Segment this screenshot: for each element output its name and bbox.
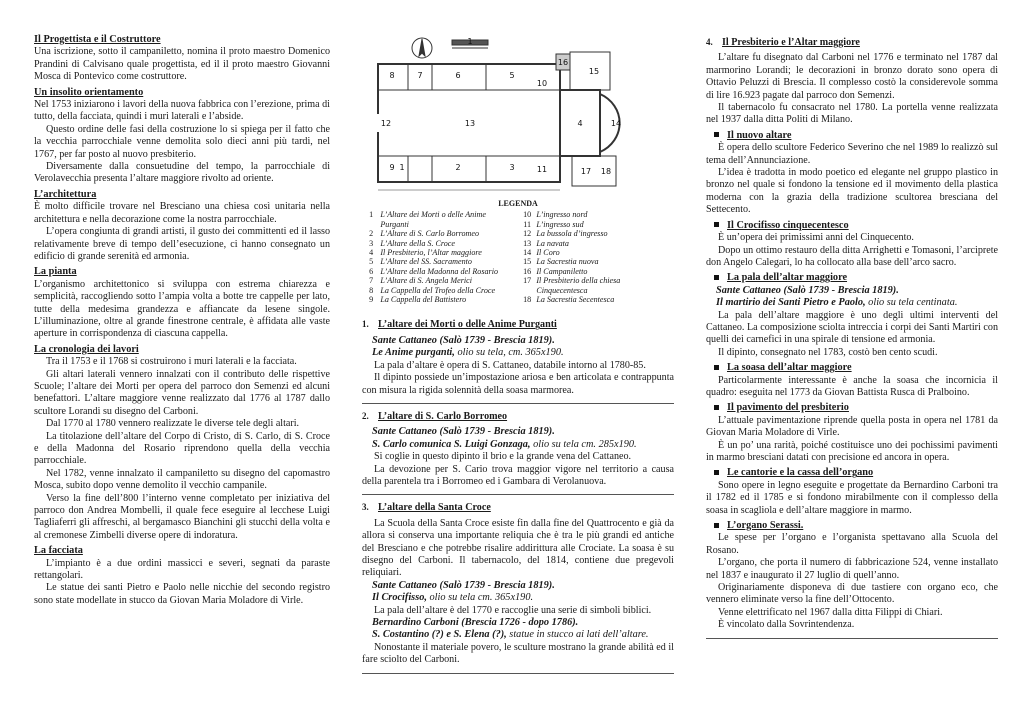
paragraph: Nonostante il materiale povero, le sculture mostrano la grande abilità ed il fare scioltо del Carboni. xyxy=(362,641,674,666)
legend-text: L’Altare di S. Angela Merici xyxy=(380,276,472,286)
artwork-line: S. Carlo comunica S. Luigi Gonzaga, olio su tela cm. 285x190. xyxy=(372,438,637,450)
legend-title: LEGENDA xyxy=(498,199,538,208)
artist-line: Sante Cattaneo (Salò 1739 - Brescia 1819). xyxy=(372,334,555,346)
paragraph: Dal 1770 al 1780 vennero realizzate le diverse tele degli altari. xyxy=(46,418,300,430)
legend-number: 14 xyxy=(523,248,532,258)
paragraph: Dopo un ottimo restauro della ditta Arrighetti e Tomasoni, l’arciprete don Angelo Calegari, lo ha collocato alla base dell’arco sacro. xyxy=(706,244,998,268)
scale-label: 1 xyxy=(467,37,473,46)
plan-number: 9 xyxy=(389,163,395,172)
legend-text: L’Altare dei Morti o delle Anime xyxy=(380,210,486,220)
plan-number: 16 xyxy=(557,58,569,67)
church-floor-plan xyxy=(362,34,674,194)
legend-text: Il Coro xyxy=(536,248,560,258)
plan-number: 18 xyxy=(600,167,612,176)
legend-text: L’ingresso sud xyxy=(536,219,584,229)
legend-number: 16 xyxy=(523,266,532,276)
paragraph: È un po’ una rarità, poiché costituisce uno dei pochissimi pavimenti in marmo bresciani datati con precisione ed ancora in opera. xyxy=(706,439,998,463)
paragraph: La devozione per S. Cario trova maggior vigore nel territorio a causa della parentela tra i Borromeo ed i Gambara di Verolanuova. xyxy=(362,463,674,487)
legend-number xyxy=(518,286,536,295)
legend-number: 6 xyxy=(369,266,374,276)
bullet-square-icon xyxy=(714,132,719,137)
subheading-soasa: La soasa dell’altar maggiore xyxy=(727,362,852,374)
paragraph: Una iscrizione, sotto il campaniletto, nomina il proto maestro Domenico Prandini di Calvisano quale progettista, ed il il proto maestro Giovanni Mosca di Pontevico come costruttore. xyxy=(34,46,330,83)
section-heading: L’altare dei Morti o delle Anime Purganti xyxy=(378,319,557,331)
paragraph: Nel 1753 iniziarono i lavori della nuova fabbrica con l’erezione, prima di tutto, della facciata, quindi i muri laterali e l’abside. xyxy=(34,99,330,123)
heading-progettista: Il Progettista e il Costruttore xyxy=(34,34,161,45)
paragraph: È molto difficile trovare nel Bresciano una chiesa così unitaria nella architettura e nella decorazione come la nostra parrocchiale. xyxy=(34,201,330,225)
paragraph: La pala dell’altare è del 1770 e raccoglie una serie di simboli biblici. xyxy=(374,604,652,616)
plan-number: 14 xyxy=(610,119,622,128)
heading-cronologia: La cronologia dei lavori xyxy=(34,343,139,355)
plan-number: 15 xyxy=(588,67,600,76)
plan-number: 3 xyxy=(509,163,515,172)
section-altare-morti xyxy=(362,312,674,403)
legend-text: La bussola d’ingresso xyxy=(536,229,608,239)
bullet-square-icon xyxy=(714,222,719,227)
section-number: 3. xyxy=(362,502,369,513)
heading-facciata: La facciata xyxy=(34,545,83,557)
subheading-nuovo-altare: Il nuovo altare xyxy=(727,129,792,141)
section-heading: L’altare di S. Carlo Borromeo xyxy=(378,410,508,422)
legend-number: 17 xyxy=(523,276,532,286)
legend-number xyxy=(362,220,380,229)
legend-row xyxy=(362,286,674,295)
paragraph: La titolazione dell’altare del Corpo di Cristo, di S. Carlo, di S. Croce e della Madonna del Rosario riprendono quella della vecchia parrocchiale. xyxy=(34,430,330,467)
legend-number: 9 xyxy=(369,295,374,305)
paragraph: Il dipinto possiede un’impostazione ariosa e ben articolata e contrappunta con misura la rigida solennità della soasa marmorea. xyxy=(362,372,674,396)
section-heading: Il Presbiterio e l’Altar maggiore xyxy=(722,37,860,48)
paragraph: La Scuola della Santa Croce esiste fin dalla fine del Quattrocento e già da allora si conserva una importante reliquia che è tra le più grandi ed antiche del Bresciano e che potrebbe risalire addirittura alle Crociate. La soasa è su disegno del Carboni. Il tabernacolo, del 1814, contiene due pregevoli reliquiari. xyxy=(362,517,674,579)
paragraph: L’attuale pavimentazione riprende quella posta in opera nel 1781 da Giovan Maria Moladore di Virle. xyxy=(706,414,998,439)
paragraph: Le spese per l’organo e l’organista spettavano alla Scuola del Rosano. xyxy=(706,532,998,556)
legend-text: La navata xyxy=(536,238,569,248)
left-column xyxy=(34,34,330,607)
bullet-square-icon xyxy=(714,275,719,280)
plan-number: 6 xyxy=(455,71,461,80)
paragraph: È opera dello scultore Federico Severino che nel 1989 lo realizzò sul tema dell’Annunciazione. xyxy=(706,142,998,166)
middle-column xyxy=(362,34,674,674)
legend-number: 5 xyxy=(369,257,374,267)
artist-line: Sante Cattaneo (Salò 1739 - Brescia 1819). xyxy=(372,426,555,438)
paragraph: Diversamente dalla consuetudine del tempo, la parrocchiale di Verolavecchia presenta l’altare maggiore rivolto ad oriente. xyxy=(34,161,330,185)
plan-number: 10 xyxy=(536,79,548,88)
legend-text: L’Altare di S. Carlo Borromeo xyxy=(380,229,480,239)
paragraph: Le statue dei santi Pietro e Paolo nelle nicchie del secondo registro sono state modellate in stucco da Giovan Maria Moladore di Virle. xyxy=(34,582,330,606)
plan-number: 1 xyxy=(399,163,405,172)
paragraph: L’impianto è a due ordini massicci e severi, segnati da paraste rettangolari. xyxy=(34,557,330,582)
paragraph: La pala d’altare è opera di S. Cattaneo, databile intorno al 1780-85. xyxy=(374,359,646,371)
section-number: 4. xyxy=(706,37,713,47)
legend-number: 15 xyxy=(523,257,532,267)
paragraph: Gli altari laterali vennero innalzati con il contributo delle rispettive Scuole; l’altare dei Morti per opera del parroco don Semenzi ed alcuni benefattori. L’altare maggiore venne realizzato dal 1776 al 1787 dallo scultore Lorandi su disegno del Carboni. xyxy=(34,368,330,417)
paragraph: Venne elettrificato nel 1967 dalla ditta Filippi di Chiari. xyxy=(718,606,943,618)
legend-row xyxy=(362,229,674,238)
paragraph: La pala dell’altare maggiore è uno degli ultimi interventi del Cattaneo. La composizione sciolta intreccia i corpi dei Santi Martiri con quelli dei carnefici in una spirale di tensione ed armonia. xyxy=(706,309,998,346)
plan-number: 11 xyxy=(536,165,548,174)
subheading-crocifisso: Il Crocifisso cinquecentesco xyxy=(727,219,849,231)
paragraph: L’idea è tradotta in modo poetico ed elegante nel gruppo plastico in bronzo nel quale si fondono la tensione ed il movimento della plastica moderna con la grazia della tradizione scultorea bresciana del Settecento. xyxy=(706,167,998,216)
paragraph: Il tabernacolo fu consacrato nel 1780. La portella venne realizzata nel 1937 dalla ditta Politi di Milano. xyxy=(706,102,998,126)
right-column xyxy=(706,34,998,639)
legend-text: La Cappella del Battistero xyxy=(380,295,467,305)
legend-text: Purganti xyxy=(380,219,409,229)
artwork-line: Le Anime purganti, olio su tela, cm. 365x190. xyxy=(372,347,564,359)
plan-number: 5 xyxy=(509,71,515,80)
legend-number: 18 xyxy=(523,295,532,305)
paragraph: L’organo, che porta il numero di fabbricazione 524, venne installato nel 1837 e inaugurato il 27 luglio di quell’anno. xyxy=(706,557,998,581)
plan-number: 8 xyxy=(389,71,395,80)
legend-row xyxy=(362,276,674,285)
legend-number: 12 xyxy=(523,229,532,239)
legend-row xyxy=(362,239,674,248)
section-heading: L’altare della Santa Croce xyxy=(378,502,491,514)
legend-text: L’Altare del SS. Sacramento xyxy=(380,257,472,267)
artwork-line: S. Costantino (?) e S. Elena (?), statue in stucco ai lati dell’altare. xyxy=(372,629,649,641)
paragraph: Sono opere in legno eseguite e progettate da Bernardino Carboni tra il 1782 ed il 1785 e si fondono mirabilmente con il complesso della soasa in scagliola e dell’altare maggiore in marmo. xyxy=(706,479,998,516)
paragraph: Originariamente disponeva di due tastiere con organo eco, che vennero eliminate verso la fine dell’Ottocento. xyxy=(706,582,998,606)
legend-number: 10 xyxy=(523,210,532,220)
paragraph: Nel 1782, venne innalzato il campaniletto su disegno del capomastro Mosca, subito dopo venne demolito il vecchio campanile. xyxy=(34,467,330,492)
legend-row xyxy=(362,210,674,219)
paragraph: L’organismo architettonico si sviluppa con estrema chiarezza e semplicità, raccogliendo sotto l’ampia volta a botte tre cappelle per lato, tutte della medesima grandezza e affiancate da lesene singole. L’illuminazione, oltre al grande finestrone centrale, è affidata alle vaste aperture in corrispondenza di ciascuna cappella. xyxy=(34,278,330,340)
legend-number: 7 xyxy=(369,276,374,286)
legend-text: Cinquecentesca xyxy=(536,285,588,295)
subheading-cantorie: Le cantorie e la cassa dell’organo xyxy=(727,467,874,479)
legend-text: Il Campaniletto xyxy=(536,266,588,276)
paragraph: L’altare fu disegnato dal Carboni nel 1776 e terminato nel 1787 dal marmorino Lorandi; le decorazioni in bronzo dorato sono opera di Ottavio Peluzzi di Brescia. Il complesso costò la considerevole somma di lire 16.923 pagate dal parroco don Semenzi. xyxy=(706,52,998,101)
bullet-square-icon xyxy=(714,405,719,410)
legend-text: La Sacrestia nuova xyxy=(536,257,599,267)
legend-row xyxy=(362,295,674,304)
divider xyxy=(706,638,998,639)
heading-orientamento: Un insolito orientamento xyxy=(34,86,144,98)
artist-line: Sante Cattaneo (Salò 1739 - Brescia 1819). xyxy=(716,284,899,296)
legend-number: 2 xyxy=(369,229,374,239)
legend-number: 3 xyxy=(369,238,374,248)
legend-row xyxy=(362,248,674,257)
paragraph: L’opera congiunta di grandi artisti, il gusto dei committenti ed il lasso relativamente breve di tempo dell’esecuzione, ci hanno consegnato un edificio di grande serenità ed armonia. xyxy=(34,226,330,262)
legend-number: 1 xyxy=(369,210,374,220)
section-altare-croce xyxy=(362,495,674,673)
plan-number: 2 xyxy=(455,163,461,172)
subheading-pavimento: Il pavimento del presbiterio xyxy=(727,402,849,414)
plan-number: 4 xyxy=(577,119,583,128)
bullet-square-icon xyxy=(714,365,719,370)
subheading-pala: La pala dell’altar maggiore xyxy=(727,272,848,284)
section-number: 2. xyxy=(362,410,369,421)
legend-text: Il Presbiterio della chiesa xyxy=(536,276,621,286)
artist-line: Sante Cattaneo (Salò 1739 - Brescia 1819). xyxy=(372,579,555,591)
legend-row xyxy=(362,257,674,266)
bullet-square-icon xyxy=(714,523,719,528)
legend-text: La Sacrestia Secentesca xyxy=(536,295,615,305)
paragraph: È un’opera dei primissimi anni del Cinquecento. xyxy=(718,232,914,244)
paragraph: Il dipinto, consegnato nel 1783, costò ben cento scudi. xyxy=(718,346,938,358)
paragraph: Particolarmente interessante è anche la soasa che incornicia il quadro: eseguita nel 1773 da Giovan Battista Rusca di Pralboino. xyxy=(706,374,998,398)
legend-table xyxy=(362,210,674,304)
section-altare-carlo xyxy=(362,404,674,495)
plan-number: 7 xyxy=(417,71,423,80)
legend-number: 4 xyxy=(369,248,374,258)
legend-number: 11 xyxy=(523,219,532,229)
legend-text: L’ingresso nord xyxy=(536,210,588,220)
paragraph: Questo ordine delle fasi della costruzione lo si spiega per il fatto che la vecchia parrocchiale venne demolita solo dieci anni più tardi, nel 1767, per far posto al nuovo presbiterio. xyxy=(34,123,330,160)
paragraph: Tra il 1753 e il 1768 si costruirono i muri laterali e la facciata. xyxy=(46,356,297,368)
plan-number: 13 xyxy=(464,119,476,128)
artist-line: Bernardino Carboni (Brescia 1726 - dopo 1786). xyxy=(372,617,579,628)
section-number: 1. xyxy=(362,319,369,330)
legend-text: L’Altare della Madonna del Rosario xyxy=(380,266,498,276)
plan-number: 12 xyxy=(380,119,392,128)
legend-text: Il Presbiterio, l’Altar maggiore xyxy=(380,248,482,258)
plan-number: 17 xyxy=(580,167,592,176)
legend-number: 8 xyxy=(369,285,374,295)
artwork-line: Il martirio dei Santi Pietro e Paolo, olio su tela centinata. xyxy=(716,297,958,309)
legend-row xyxy=(362,267,674,276)
heading-architettura: L’architettura xyxy=(34,188,97,200)
paragraph: Verso la fine dell’800 l’interno venne completato per iniziativa del parroco don Andrea Mombelli, il quale fece eseguire al lecchese Luigi Tagliaferri gli affreschi, al bergamasco Bianchini gli stucchi della volta e al cremonese Zimbelli diverse opere di indoratura. xyxy=(34,492,330,541)
paragraph: È vincolato dalla Sovrintendenza. xyxy=(718,619,855,631)
bullet-square-icon xyxy=(714,470,719,475)
heading-pianta: La pianta xyxy=(34,266,77,278)
legend-row xyxy=(362,220,674,229)
legend-number: 13 xyxy=(523,238,532,248)
legend-text: L’Altare della S. Croce xyxy=(380,238,455,248)
legend-text: La Cappella del Trofeo della Croce xyxy=(380,285,496,295)
artwork-line: Il Crocifisso, olio su tela cm. 365x190. xyxy=(372,592,534,604)
subheading-organo: L’organo Serassi. xyxy=(727,520,804,532)
paragraph: Si coglie in questo dipinto il brio e la grande vena del Cattaneo. xyxy=(374,451,632,463)
